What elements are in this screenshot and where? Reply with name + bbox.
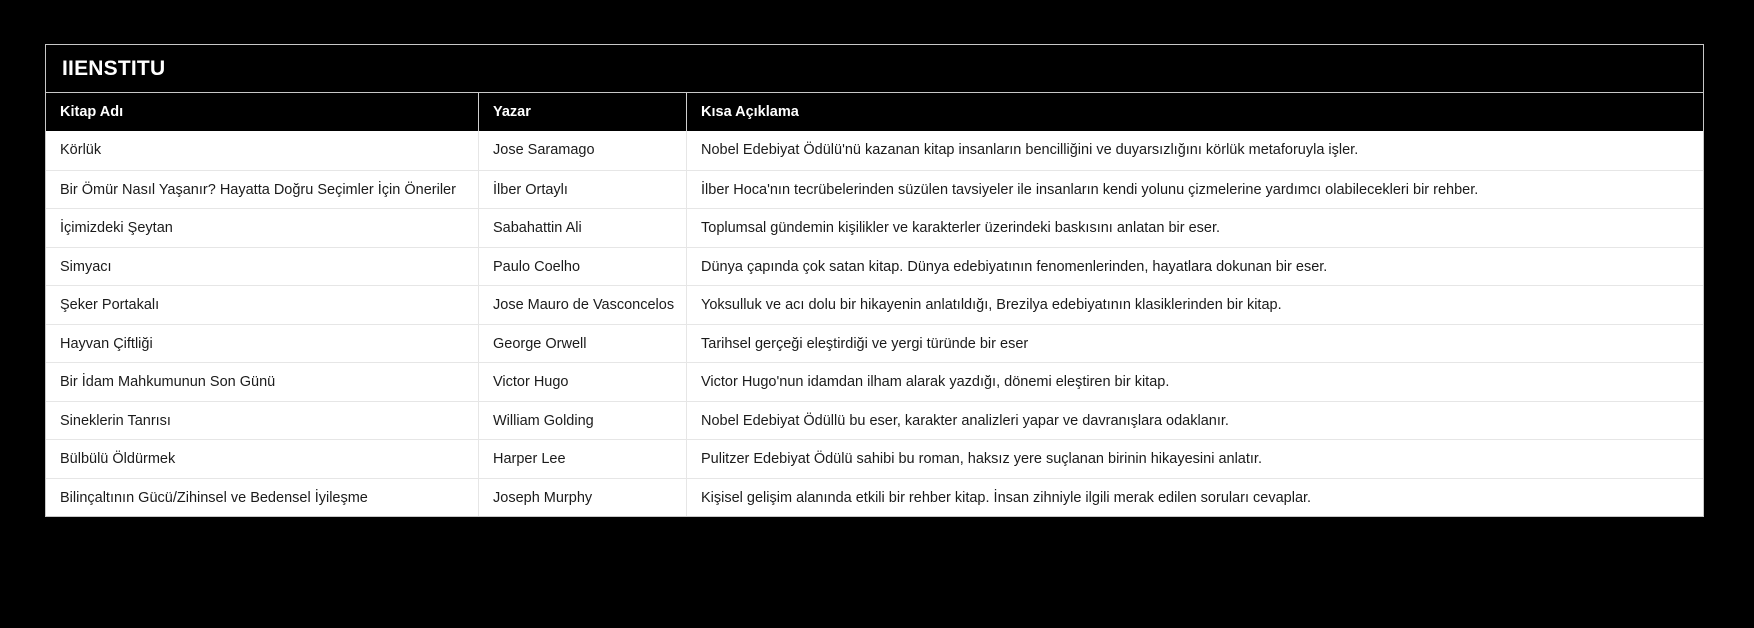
cell-book-description: Kişisel gelişim alanında etkili bir rehber kitap. İnsan zihniyle ilgili merak edilen soruları cevaplar. [701,489,1312,506]
table-row[interactable] [46,208,1703,247]
table-row[interactable] [46,247,1703,286]
book-table-container [45,44,1704,517]
cell-book-author: Joseph Murphy [479,479,687,518]
table-row[interactable] [46,131,1703,170]
cell-book-description: Toplumsal gündemin kişilikler ve karakterler üzerindeki baskısını anlatan bir eser. [701,220,1221,236]
table-row[interactable] [46,285,1703,324]
cell-book-title: İçimizdeki Şeytan [46,209,479,248]
table-row[interactable] [46,324,1703,363]
column-header-yazar[interactable]: Yazar [479,93,687,131]
cell-book-author: Harper Lee [479,440,687,479]
cell-book-description: Victor Hugo'nun idamdan ilham alarak yazdığı, dönemi eleştiren bir kitap. [701,374,1170,390]
table-row[interactable] [46,478,1703,517]
cell-book-title: Hayvan Çiftliği [46,325,479,364]
cell-book-author: Sabahattin Ali [479,209,687,248]
table-row[interactable] [46,170,1703,209]
cell-book-title: Bülbülü Öldürmek [46,440,479,479]
brand-bar [46,45,1703,93]
table-body [46,131,1703,516]
cell-book-title: Bir İdam Mahkumunun Son Günü [46,363,479,402]
cell-book-author: William Golding [479,402,687,441]
table-row[interactable] [46,362,1703,401]
cell-book-title: Şeker Portakalı [46,286,479,325]
cell-book-title: Bir Ömür Nasıl Yaşanır? Hayatta Doğru Seçimler İçin Öneriler [46,171,479,210]
cell-book-title: Bilinçaltının Gücü/Zihinsel ve Bedensel İyileşme [46,479,479,518]
cell-book-description: Yoksulluk ve acı dolu bir hikayenin anlatıldığı, Brezilya edebiyatının klasiklerinden bir kitap. [701,297,1282,313]
cell-book-description: Dünya çapında çok satan kitap. Dünya edebiyatının fenomenlerinden, hayatlara dokunan bir eser. [701,258,1328,275]
cell-book-author: Jose Saramago [479,131,687,170]
table-row[interactable] [46,439,1703,478]
cell-book-description: İlber Hoca'nın tecrübelerinden süzülen tavsiyeler ile insanların kendi yolunu çizmelerine yardımcı olabilecekleri bir rehber. [701,181,1479,198]
brand-title: IIENSTITU [62,56,166,80]
table-header-row [46,93,1703,131]
cell-book-title: Simyacı [46,248,479,287]
cell-book-description: Tarihsel gerçeği eleştirdiği ve yergi türünde bir eser [701,335,1029,352]
cell-book-author: İlber Ortaylı [479,171,687,210]
cell-book-author: Jose Mauro de Vasconcelos [479,286,687,325]
cell-book-author: Victor Hugo [479,363,687,402]
cell-book-description: Nobel Edebiyat Ödüllü bu eser, karakter analizleri yapar ve davranışlara odaklanır. [701,412,1229,429]
cell-book-title: Sineklerin Tanrısı [46,402,479,441]
cell-book-description: Nobel Edebiyat Ödülü'nü kazanan kitap insanların bencilliğini ve duyarsızlığını körlük metaforuyla işler. [701,142,1359,158]
column-header-kisa-aciklama[interactable]: Kısa Açıklama [701,104,799,120]
cell-book-author: George Orwell [479,325,687,364]
column-header-kitap-adi[interactable]: Kitap Adı [46,93,479,131]
cell-book-title: Körlük [46,131,479,170]
cell-book-author: Paulo Coelho [479,248,687,287]
table-row[interactable] [46,401,1703,440]
cell-book-description: Pulitzer Edebiyat Ödülü sahibi bu roman, haksız yere suçlanan birinin hikayesini anlatır. [701,451,1262,467]
